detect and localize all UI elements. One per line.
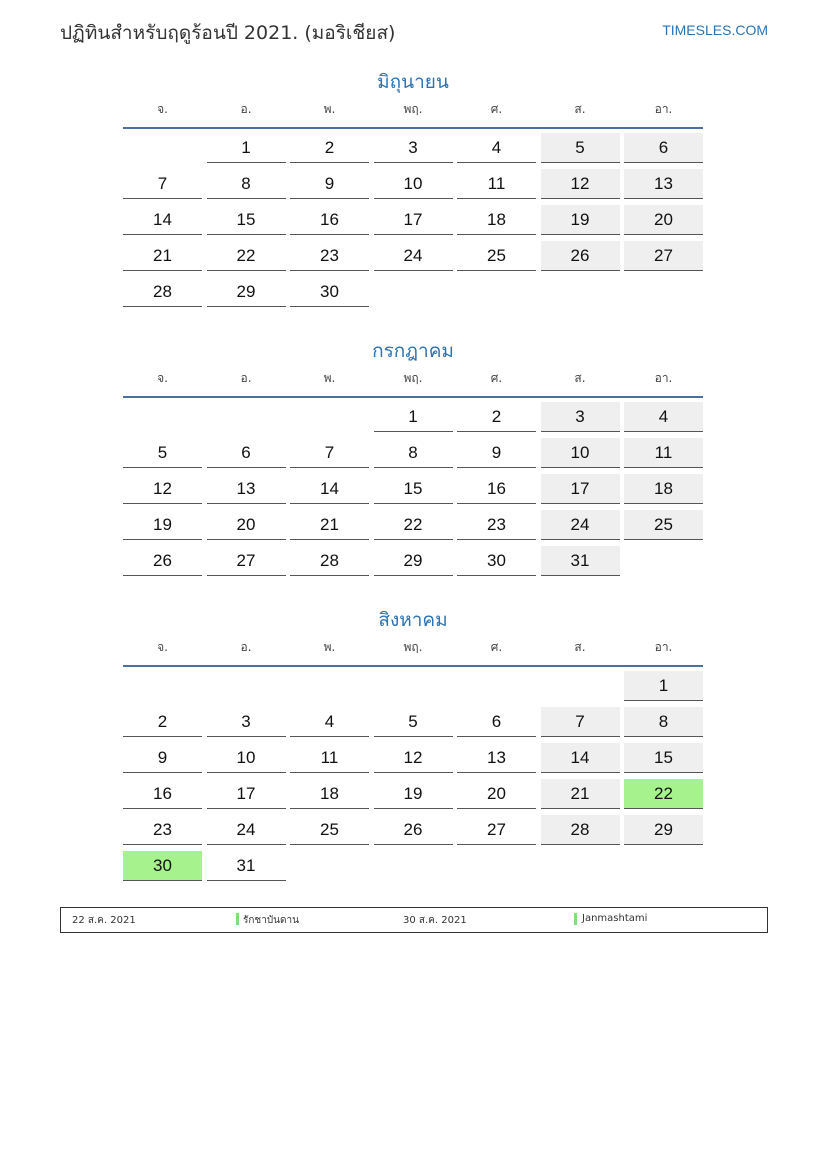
day-cell[interactable]: 13 bbox=[624, 169, 703, 199]
day-cell[interactable]: 17 bbox=[207, 779, 286, 809]
day-cell[interactable]: 11 bbox=[457, 169, 536, 199]
day-cell[interactable]: 23 bbox=[457, 510, 536, 540]
day-cell[interactable]: 22 bbox=[207, 241, 286, 271]
month-name: สิงหาคม bbox=[378, 609, 448, 631]
day-cell[interactable]: 1 bbox=[624, 671, 703, 701]
day-cell[interactable]: 6 bbox=[624, 133, 703, 163]
day-cell[interactable]: 6 bbox=[207, 438, 286, 468]
day-cell[interactable]: 4 bbox=[624, 402, 703, 432]
day-cell[interactable]: 28 bbox=[541, 815, 620, 845]
day-cell[interactable]: 5 bbox=[541, 133, 620, 163]
month-calendar bbox=[123, 67, 703, 313]
weekday-label: พฤ. bbox=[403, 640, 423, 654]
month-calendar bbox=[123, 336, 703, 582]
day-cell[interactable]: 30 bbox=[290, 277, 369, 307]
day-cell[interactable]: 13 bbox=[457, 743, 536, 773]
empty-day-cell bbox=[290, 671, 369, 701]
day-cell[interactable]: 10 bbox=[207, 743, 286, 773]
empty-day-cell bbox=[123, 402, 202, 432]
month-calendar bbox=[123, 605, 703, 887]
day-cell[interactable]: 25 bbox=[624, 510, 703, 540]
weekday-label: ศ. bbox=[490, 371, 503, 385]
day-cell[interactable]: 9 bbox=[123, 743, 202, 773]
holiday-marker-icon bbox=[574, 913, 577, 925]
month-name: มิถุนายน bbox=[377, 71, 449, 93]
day-cell[interactable]: 2 bbox=[123, 707, 202, 737]
day-cell[interactable]: 21 bbox=[123, 241, 202, 271]
holiday-legend bbox=[60, 907, 768, 933]
day-cell[interactable]: 29 bbox=[207, 277, 286, 307]
day-cell[interactable]: 15 bbox=[624, 743, 703, 773]
weekday-header bbox=[123, 97, 703, 129]
day-cell[interactable]: 9 bbox=[290, 169, 369, 199]
day-cell[interactable]: 19 bbox=[541, 205, 620, 235]
day-cell[interactable]: 20 bbox=[624, 205, 703, 235]
day-cell[interactable]: 2 bbox=[457, 402, 536, 432]
day-cell[interactable]: 15 bbox=[207, 205, 286, 235]
day-cell[interactable]: 14 bbox=[290, 474, 369, 504]
weekday-label: ส. bbox=[574, 102, 586, 116]
weekday-label: จ. bbox=[157, 102, 168, 116]
day-cell[interactable]: 23 bbox=[290, 241, 369, 271]
day-cell[interactable]: 13 bbox=[207, 474, 286, 504]
weekday-header bbox=[123, 635, 703, 667]
day-cell[interactable]: 27 bbox=[207, 546, 286, 576]
day-cell[interactable]: 25 bbox=[457, 241, 536, 271]
day-cell[interactable]: 8 bbox=[207, 169, 286, 199]
day-cell[interactable]: 16 bbox=[123, 779, 202, 809]
empty-day-cell bbox=[290, 402, 369, 432]
weekday-label: พฤ. bbox=[403, 371, 423, 385]
weekday-label: อา. bbox=[654, 102, 673, 116]
day-cell[interactable]: 9 bbox=[457, 438, 536, 468]
day-cell[interactable]: 31 bbox=[207, 851, 286, 881]
empty-day-cell bbox=[457, 851, 536, 881]
day-cell[interactable]: 10 bbox=[374, 169, 453, 199]
day-cell[interactable]: 1 bbox=[374, 402, 453, 432]
weekday-label: พ. bbox=[323, 371, 336, 385]
day-grid bbox=[123, 398, 703, 582]
empty-day-cell bbox=[207, 402, 286, 432]
day-cell[interactable]: 25 bbox=[290, 815, 369, 845]
empty-day-cell bbox=[123, 671, 202, 701]
day-cell[interactable]: 21 bbox=[290, 510, 369, 540]
weekday-label: ศ. bbox=[490, 102, 503, 116]
holiday-marker-icon bbox=[236, 913, 239, 925]
empty-day-cell bbox=[374, 671, 453, 701]
day-cell[interactable]: 26 bbox=[123, 546, 202, 576]
day-cell[interactable]: 22 bbox=[624, 779, 703, 809]
empty-day-cell bbox=[624, 546, 703, 576]
day-cell[interactable]: 20 bbox=[457, 779, 536, 809]
empty-day-cell bbox=[457, 277, 536, 307]
day-cell[interactable]: 29 bbox=[624, 815, 703, 845]
day-grid bbox=[123, 129, 703, 313]
empty-day-cell bbox=[541, 671, 620, 701]
day-cell[interactable]: 12 bbox=[374, 743, 453, 773]
day-cell[interactable]: 26 bbox=[374, 815, 453, 845]
day-cell[interactable]: 4 bbox=[457, 133, 536, 163]
weekday-label: ศ. bbox=[490, 640, 503, 654]
day-cell[interactable]: 14 bbox=[541, 743, 620, 773]
day-cell[interactable]: 3 bbox=[207, 707, 286, 737]
page-title: ปฏิทินสำหรับฤดูร้อนปี 2021. (มอริเชียส) bbox=[60, 22, 396, 44]
weekday-label: ส. bbox=[574, 371, 586, 385]
day-cell[interactable]: 21 bbox=[541, 779, 620, 809]
weekday-label: จ. bbox=[157, 371, 168, 385]
day-cell[interactable]: 2 bbox=[290, 133, 369, 163]
day-cell[interactable]: 5 bbox=[123, 438, 202, 468]
legend-date: 22 ส.ค. 2021 bbox=[72, 915, 136, 926]
day-cell[interactable]: 7 bbox=[290, 438, 369, 468]
day-cell[interactable]: 6 bbox=[457, 707, 536, 737]
day-cell[interactable]: 3 bbox=[374, 133, 453, 163]
day-cell[interactable]: 24 bbox=[207, 815, 286, 845]
weekday-label: อ. bbox=[240, 640, 252, 654]
legend-date: 30 ส.ค. 2021 bbox=[403, 915, 467, 926]
day-cell[interactable]: 16 bbox=[290, 205, 369, 235]
page-header bbox=[60, 18, 768, 48]
day-cell[interactable]: 24 bbox=[374, 241, 453, 271]
empty-day-cell bbox=[374, 277, 453, 307]
day-cell[interactable]: 23 bbox=[123, 815, 202, 845]
empty-day-cell bbox=[624, 277, 703, 307]
day-cell[interactable]: 11 bbox=[624, 438, 703, 468]
day-cell[interactable]: 5 bbox=[374, 707, 453, 737]
day-cell[interactable]: 7 bbox=[541, 707, 620, 737]
day-cell[interactable]: 16 bbox=[457, 474, 536, 504]
day-cell[interactable]: 15 bbox=[374, 474, 453, 504]
empty-day-cell bbox=[541, 851, 620, 881]
day-grid bbox=[123, 667, 703, 887]
day-cell[interactable]: 18 bbox=[624, 474, 703, 504]
day-cell[interactable]: 3 bbox=[541, 402, 620, 432]
day-cell[interactable]: 11 bbox=[290, 743, 369, 773]
day-cell[interactable]: 8 bbox=[374, 438, 453, 468]
month-name: กรกฎาคม bbox=[372, 340, 454, 362]
day-cell[interactable]: 31 bbox=[541, 546, 620, 576]
weekday-label: ส. bbox=[574, 640, 586, 654]
day-cell[interactable]: 24 bbox=[541, 510, 620, 540]
day-cell[interactable]: 17 bbox=[541, 474, 620, 504]
day-cell[interactable]: 27 bbox=[457, 815, 536, 845]
weekday-label: อ. bbox=[240, 102, 252, 116]
empty-day-cell bbox=[541, 277, 620, 307]
empty-day-cell bbox=[624, 851, 703, 881]
weekday-label: พฤ. bbox=[403, 102, 423, 116]
day-cell[interactable]: 1 bbox=[207, 133, 286, 163]
day-cell[interactable]: 17 bbox=[374, 205, 453, 235]
day-cell[interactable]: 26 bbox=[541, 241, 620, 271]
weekday-label: อา. bbox=[654, 640, 673, 654]
weekday-label: พ. bbox=[323, 640, 336, 654]
day-cell[interactable]: 22 bbox=[374, 510, 453, 540]
day-cell[interactable]: 19 bbox=[123, 510, 202, 540]
day-cell[interactable]: 19 bbox=[374, 779, 453, 809]
day-cell[interactable]: 7 bbox=[123, 169, 202, 199]
day-cell[interactable]: 28 bbox=[290, 546, 369, 576]
legend-holiday-name: รักชาบันดาน bbox=[243, 915, 299, 926]
weekday-label: อา. bbox=[654, 371, 673, 385]
empty-day-cell bbox=[290, 851, 369, 881]
day-cell[interactable]: 20 bbox=[207, 510, 286, 540]
day-cell[interactable]: 30 bbox=[123, 851, 202, 881]
weekday-label: จ. bbox=[157, 640, 168, 654]
legend-holiday-name: Janmashtami bbox=[582, 913, 648, 924]
weekday-label: อ. bbox=[240, 371, 252, 385]
day-cell[interactable]: 27 bbox=[624, 241, 703, 271]
day-cell[interactable]: 12 bbox=[541, 169, 620, 199]
weekday-label: พ. bbox=[323, 102, 336, 116]
weekday-header bbox=[123, 366, 703, 398]
empty-day-cell bbox=[374, 851, 453, 881]
day-cell[interactable]: 29 bbox=[374, 546, 453, 576]
day-cell[interactable]: 4 bbox=[290, 707, 369, 737]
day-cell[interactable]: 18 bbox=[457, 205, 536, 235]
day-cell[interactable]: 14 bbox=[123, 205, 202, 235]
brand-link[interactable]: TIMESLES.COM bbox=[662, 22, 768, 38]
day-cell[interactable]: 28 bbox=[123, 277, 202, 307]
day-cell[interactable]: 30 bbox=[457, 546, 536, 576]
day-cell[interactable]: 18 bbox=[290, 779, 369, 809]
empty-day-cell bbox=[123, 133, 202, 163]
empty-day-cell bbox=[457, 671, 536, 701]
day-cell[interactable]: 8 bbox=[624, 707, 703, 737]
day-cell[interactable]: 10 bbox=[541, 438, 620, 468]
day-cell[interactable]: 12 bbox=[123, 474, 202, 504]
empty-day-cell bbox=[207, 671, 286, 701]
